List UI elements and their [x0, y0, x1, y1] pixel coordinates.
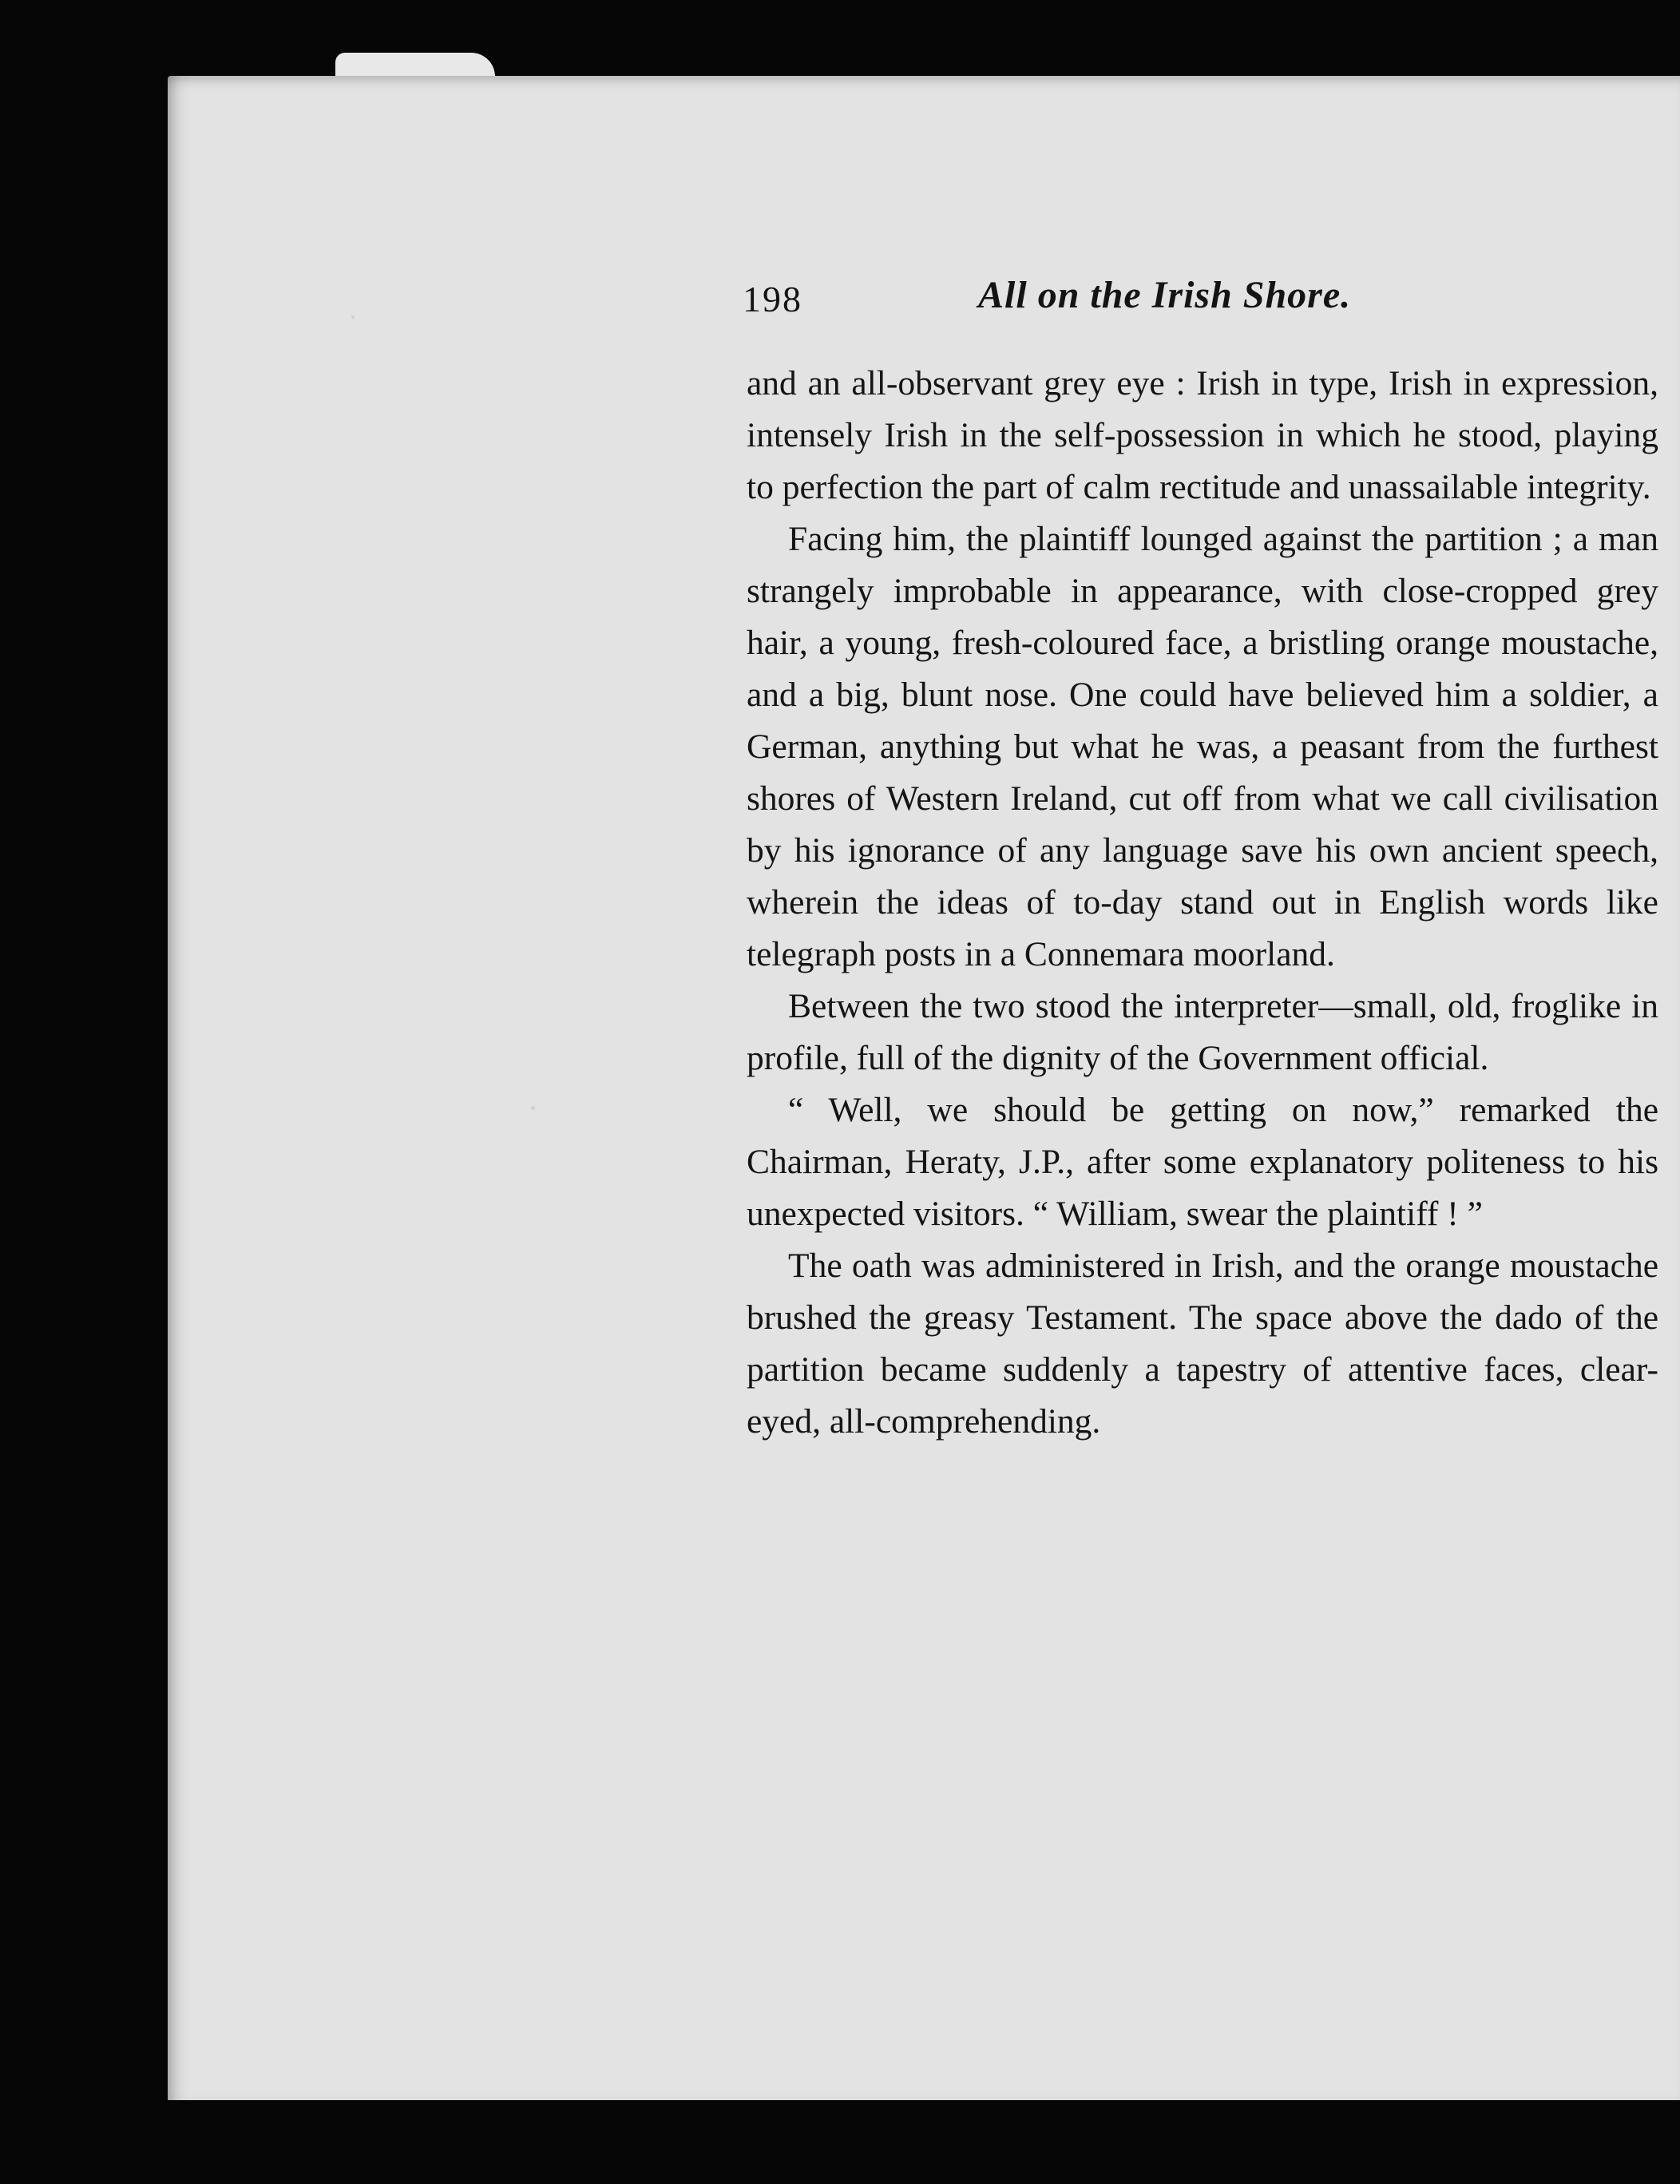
running-head: [743, 272, 1661, 335]
running-title: All on the Irish Shore.: [978, 274, 1352, 316]
paragraph: Facing him, the plaintiff lounged against the partition ; a man strangely improbable in appearance, with close-cropped grey hair, a young, fresh-coloured face, a bristling orange moustache, and a big, blunt nose. One could have believed him a soldier, a German, anything but what he was, a peasant from the furthest shores of Western Ireland, cut off from what we call civilisation by his ignorance of any language save his own ancient speech, wherein the ideas of to-day stand out in English words like telegraph posts in a Connemara moorland.: [747, 520, 1658, 973]
paragraph: and an all-observant grey eye : Irish in type, Irish in expression, intensely Irish in the self-possession in which he stood, playing to perfection the part of calm rectitude and unassailable integrity.: [747, 364, 1658, 506]
paper-speck: [531, 1106, 535, 1110]
paragraph: “ Well, we should be getting on now,” remarked the Chairman, Heraty, J.P., after some explanatory politeness to his unexpected visitors. “ William, swear the plaintiff ! ”: [747, 1091, 1658, 1233]
paragraph: The oath was administered in Irish, and the orange moustache brushed the greasy Testament. The space above the dado of the partition became suddenly a tapestry of attentive faces, clear-eyed, all-comprehending.: [747, 1247, 1658, 1441]
paper-speck: [351, 315, 355, 319]
page-number: 198: [743, 279, 802, 319]
paragraph: Between the two stood the interpreter—small, old, froglike in profile, full of the dignity of the Government official.: [747, 987, 1658, 1077]
body-text: [747, 358, 1658, 1448]
